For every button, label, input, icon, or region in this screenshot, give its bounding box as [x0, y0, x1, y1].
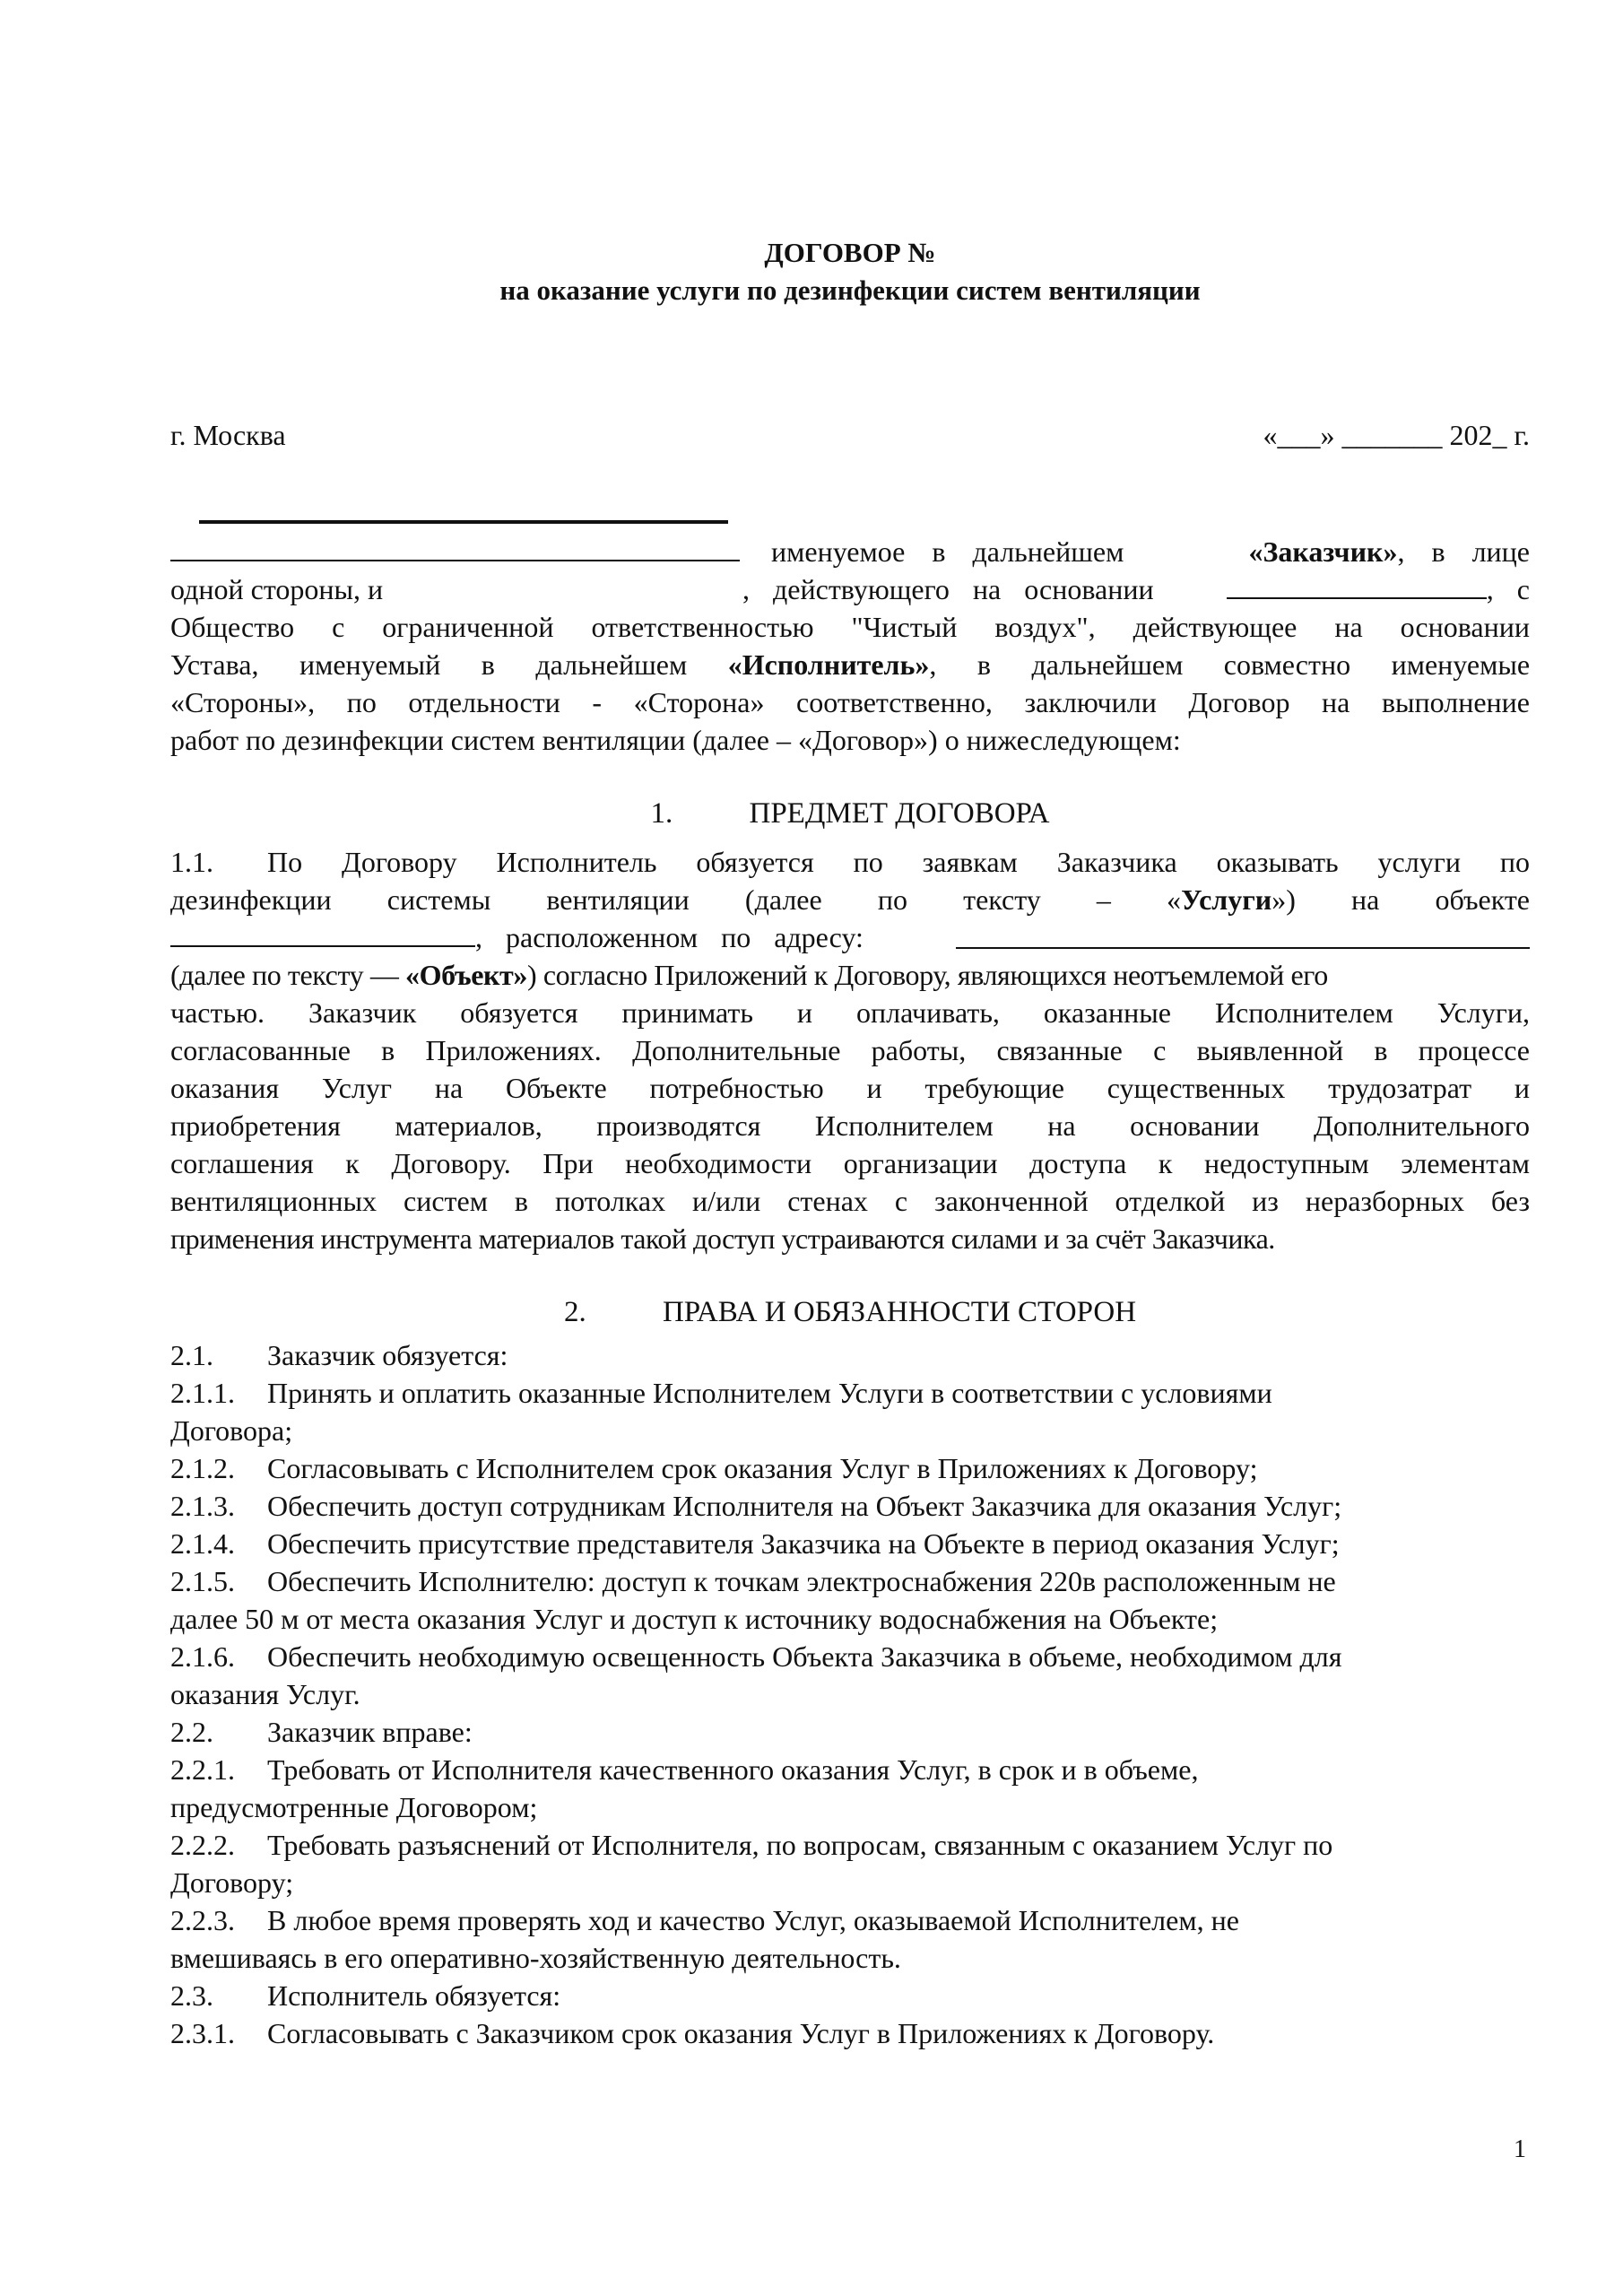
- clause-text: Обеспечить доступ сотрудникам Исполнителя на Объект Заказчика для оказания Услуг;: [267, 1490, 1342, 1522]
- preamble-line-6: «Стороны», по отдельности - «Сторона» соответственно, заключили Договор на выполнение: [170, 686, 1530, 718]
- clause-2-1-1-cont: Договора;: [170, 1414, 293, 1447]
- section-number: 2.: [563, 1296, 586, 1328]
- date-month-blank: _______: [1341, 419, 1443, 451]
- clause-number: 2.2.2.: [170, 1829, 235, 1861]
- clause-number: 2.1.: [170, 1339, 213, 1371]
- date-day-blank: ___: [1277, 419, 1321, 451]
- clause-2-1-5-cont: далее 50 м от места оказания Услуг и доступ к источнику водоснабжения на Объекте;: [170, 1603, 1219, 1635]
- object-name-blank: [170, 922, 475, 947]
- clause-1-1-line-8: приобретения материалов, производятся Исполнителем на основании Дополнительного: [170, 1109, 1530, 1142]
- clause-2-1: [170, 1336, 1530, 1374]
- contractor-label: «Исполнитель»: [727, 648, 930, 681]
- clause-text: Заказчик обязуется:: [267, 1339, 508, 1371]
- clause-2-1-6-cont: оказания Услуг.: [170, 1678, 360, 1710]
- section-number: 1.: [650, 797, 673, 830]
- clause-text: Согласовывать с Заказчиком срок оказания Услуг в Приложениях к Договору.: [267, 2017, 1215, 2049]
- customer-name-blank: [199, 497, 728, 524]
- section-title: ПРЕДМЕТ ДОГОВОРА: [749, 797, 1050, 830]
- date-close-quote: »: [1320, 419, 1335, 451]
- clause-text: В любое время проверять ход и качество Услуг, оказываемой Исполнителем, не: [267, 1904, 1239, 1936]
- clause-2-1-1: [170, 1374, 1530, 1412]
- clause-2-2-1-cont: предусмотренные Договором;: [170, 1791, 538, 1823]
- clause-text: дезинфекции системы вентиляции (далее по тексту – «: [170, 883, 1182, 916]
- clause-1-1-line-9: соглашения к Договору. При необходимости организации доступа к недоступным элементам: [170, 1147, 1530, 1179]
- clause-text: , расположенном по адресу:: [475, 921, 864, 953]
- page-number: 1: [1514, 2135, 1526, 2163]
- clause-1-1-line-10: вентиляционных систем в потолках и/или стенах с законченной отделкой из неразборных без: [170, 1185, 1530, 1217]
- clause-2-1-2: [170, 1449, 1530, 1487]
- clause-text: Обеспечить присутствие представителя Заказчика на Объекте в период оказания Услуг;: [267, 1527, 1340, 1560]
- clause-number: 2.2.: [170, 1716, 213, 1748]
- preamble-text: именуемое в дальнейшем: [771, 535, 1124, 568]
- clause-2-2-2-cont: Договору;: [170, 1866, 294, 1899]
- clause-2-2-1: [170, 1751, 1530, 1788]
- clause-text: Требовать от Исполнителя качественного оказания Услуг, в срок и в объеме,: [267, 1753, 1199, 1786]
- clause-2-3: [170, 1977, 1530, 2014]
- clause-text: (далее по тексту —: [170, 959, 399, 991]
- clause-number: 2.1.3.: [170, 1490, 235, 1522]
- preamble-line-5: [170, 646, 1530, 683]
- clause-1-1-line-6: согласованные в Приложениях. Дополнительные работы, связанные с выявленной в процессе: [170, 1034, 1530, 1066]
- clause-text: Исполнитель обязуется:: [267, 1979, 561, 2012]
- clause-2-3-1: [170, 2014, 1530, 2052]
- preamble-line-7: работ по дезинфекции систем вентиляции (далее – «Договор») о нижеследующем:: [170, 724, 1181, 756]
- clause-text: ) согласно Приложений к Договору, являющихся неотъемлемой его: [526, 959, 1328, 991]
- clause-text: ») на объекте: [1271, 883, 1531, 916]
- clause-2-2-3-cont: вмешиваясь в его оперативно-хозяйственную деятельность.: [170, 1942, 901, 1974]
- clause-2-1-6: [170, 1638, 1530, 1675]
- clause-1-1-line-3: [170, 918, 1530, 956]
- object-label: «Объект»: [405, 959, 527, 991]
- preamble-line-3: одной стороны, и: [170, 573, 384, 605]
- customer-label: «Заказчик»: [1248, 535, 1398, 568]
- clause-2-2-2: [170, 1826, 1530, 1864]
- clause-2-2: [170, 1713, 1530, 1751]
- address-blank: [956, 924, 1530, 949]
- clause-number: 2.1.6.: [170, 1640, 235, 1673]
- section-1-heading: [170, 795, 1530, 832]
- preamble-line-1: [170, 495, 1530, 568]
- clause-text: Обеспечить необходимую освещенность Объекта Заказчика в объеме, необходимом для: [267, 1640, 1342, 1673]
- section-title: ПРАВА И ОБЯЗАННОСТИ СТОРОН: [662, 1296, 1137, 1328]
- city-date-line: [170, 416, 1530, 454]
- representative-blank: [170, 536, 740, 561]
- clause-text: Заказчик вправе:: [267, 1716, 473, 1748]
- clause-text: Требовать разъяснений от Исполнителя, по вопросам, связанным с оказанием Услуг по: [267, 1829, 1333, 1861]
- clause-number: 2.1.5.: [170, 1565, 235, 1597]
- document-subtitle: на оказание услуги по дезинфекции систем вентиляции: [499, 274, 1201, 306]
- clause-1-1-line-5: частью. Заказчик обязуется принимать и оплачивать, оказанные Исполнителем Услуги,: [170, 996, 1530, 1029]
- clause-2-1-5: [170, 1562, 1530, 1600]
- clause-number: 2.2.1.: [170, 1753, 235, 1786]
- clause-1-1-line-7: оказания Услуг на Объекте потребностью и требующие существенных трудозатрат и: [170, 1072, 1530, 1104]
- clause-text: По Договору Исполнитель обязуется по заявкам Заказчика оказывать услуги по: [267, 846, 1530, 878]
- clause-text: Согласовывать с Исполнителем срок оказания Услуг в Приложениях к Договору;: [267, 1452, 1258, 1484]
- clause-1-1-line-1: [170, 843, 1530, 881]
- preamble-text: Устава, именуемый в дальнейшем: [170, 648, 688, 681]
- clause-number: 2.1.4.: [170, 1527, 235, 1560]
- section-2-heading: [170, 1293, 1530, 1331]
- preamble-text: , с: [1486, 573, 1530, 605]
- preamble-text: , в лице: [1397, 535, 1530, 568]
- clause-1-1-line-2: [170, 881, 1530, 918]
- date-year: 202_ г.: [1449, 419, 1530, 451]
- clause-2-1-4: [170, 1525, 1530, 1562]
- city: г. Москва: [170, 419, 286, 451]
- clause-number: 1.1.: [170, 846, 213, 878]
- clause-1-1-line-11: применения инструмента материалов такой доступ устраиваются силами и за счёт Заказчика.: [170, 1222, 1275, 1255]
- clause-number: 2.1.1.: [170, 1377, 235, 1409]
- services-label: Услуги: [1181, 883, 1272, 916]
- document-title: ДОГОВОР №: [764, 237, 936, 268]
- date-open-quote: «: [1263, 419, 1278, 451]
- clause-text: Принять и оплатить оказанные Исполнителем Услуги в соответствии с условиями: [267, 1377, 1272, 1409]
- preamble-text: , действующего на основании: [742, 573, 1154, 605]
- clause-2-2-3: [170, 1901, 1530, 1939]
- contract-date: [1263, 416, 1530, 454]
- clause-number: 2.3.1.: [170, 2017, 235, 2049]
- clause-1-1-line-4: [170, 956, 1530, 994]
- clause-number: 2.3.: [170, 1979, 213, 2012]
- clause-number: 2.1.2.: [170, 1452, 235, 1484]
- preamble-text: , в дальнейшем совместно именуемые: [929, 648, 1531, 681]
- clause-2-1-3: [170, 1487, 1530, 1525]
- preamble-line-4: Общество с ограниченной ответственностью "Чистый воздух", действующее на основании: [170, 611, 1530, 643]
- clause-text: Обеспечить Исполнителю: доступ к точкам электроснабжения 220в расположенным не: [267, 1565, 1336, 1597]
- clause-number: 2.2.3.: [170, 1904, 235, 1936]
